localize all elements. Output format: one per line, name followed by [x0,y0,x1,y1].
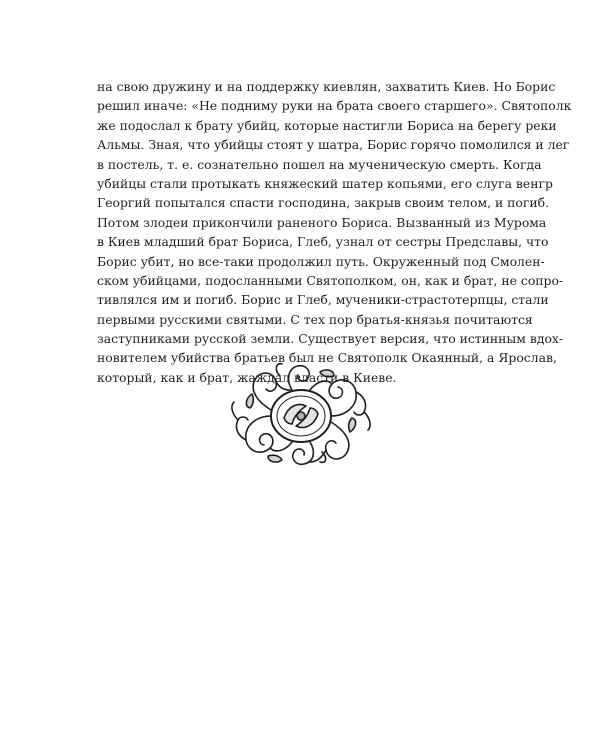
text-line: решил иначе: «Не подниму руки на брата своего старшего». Святополк [97,98,572,114]
text-line: в Киев младший брат Бориса, Глеб, узнал от сестры Предславы, что [97,234,549,250]
text-line: Георгий попытался спасти господина, закрыв своим телом, и погиб. [97,195,550,211]
text-line: же подослал к брату убийц, которые настигли Бориса на берегу реки [97,117,557,133]
text-line: Потом злодеи прикончили раненого Бориса. Вызванный из Мурома [97,214,547,230]
text-line: заступниками русской земли. Существует версия, что истинным вдох- [97,331,564,347]
text-line: Альмы. Зная, что убийцы стоят у шатра, Борис горячо помолился и лег [97,137,570,153]
text-line: на свою дружину и на поддержку киевлян, захватить Киев. Но Борис [97,79,556,94]
text-line: убийцы стали протыкать княжеский шатер копьями, его слуга венгр [97,175,553,191]
text-line: ском убийцами, подосланными Святополком, он, как и брат, не сопро- [97,272,564,288]
text-line: первыми русскими святыми. С тех пор братья-князья почитаются [97,311,533,327]
body-text [97,77,572,387]
floral-vignette-icon [226,358,376,468]
text-line: в постель, т. е. сознательно пошел на мученическую смерть. Когда [97,156,542,172]
text-line: новителем убийства братьев был не Святополк Окаянный, а Ярослав, [97,350,557,366]
text-line: тивлялся им и погиб. Борис и Глеб, мученики-страстотерпцы, стали [97,292,549,308]
text-line: Борис убит, но все-таки продолжил путь. Окруженный под Смолен- [97,253,545,269]
text-line: который, как и брат, жаждал власти в Киеве. [97,369,397,385]
